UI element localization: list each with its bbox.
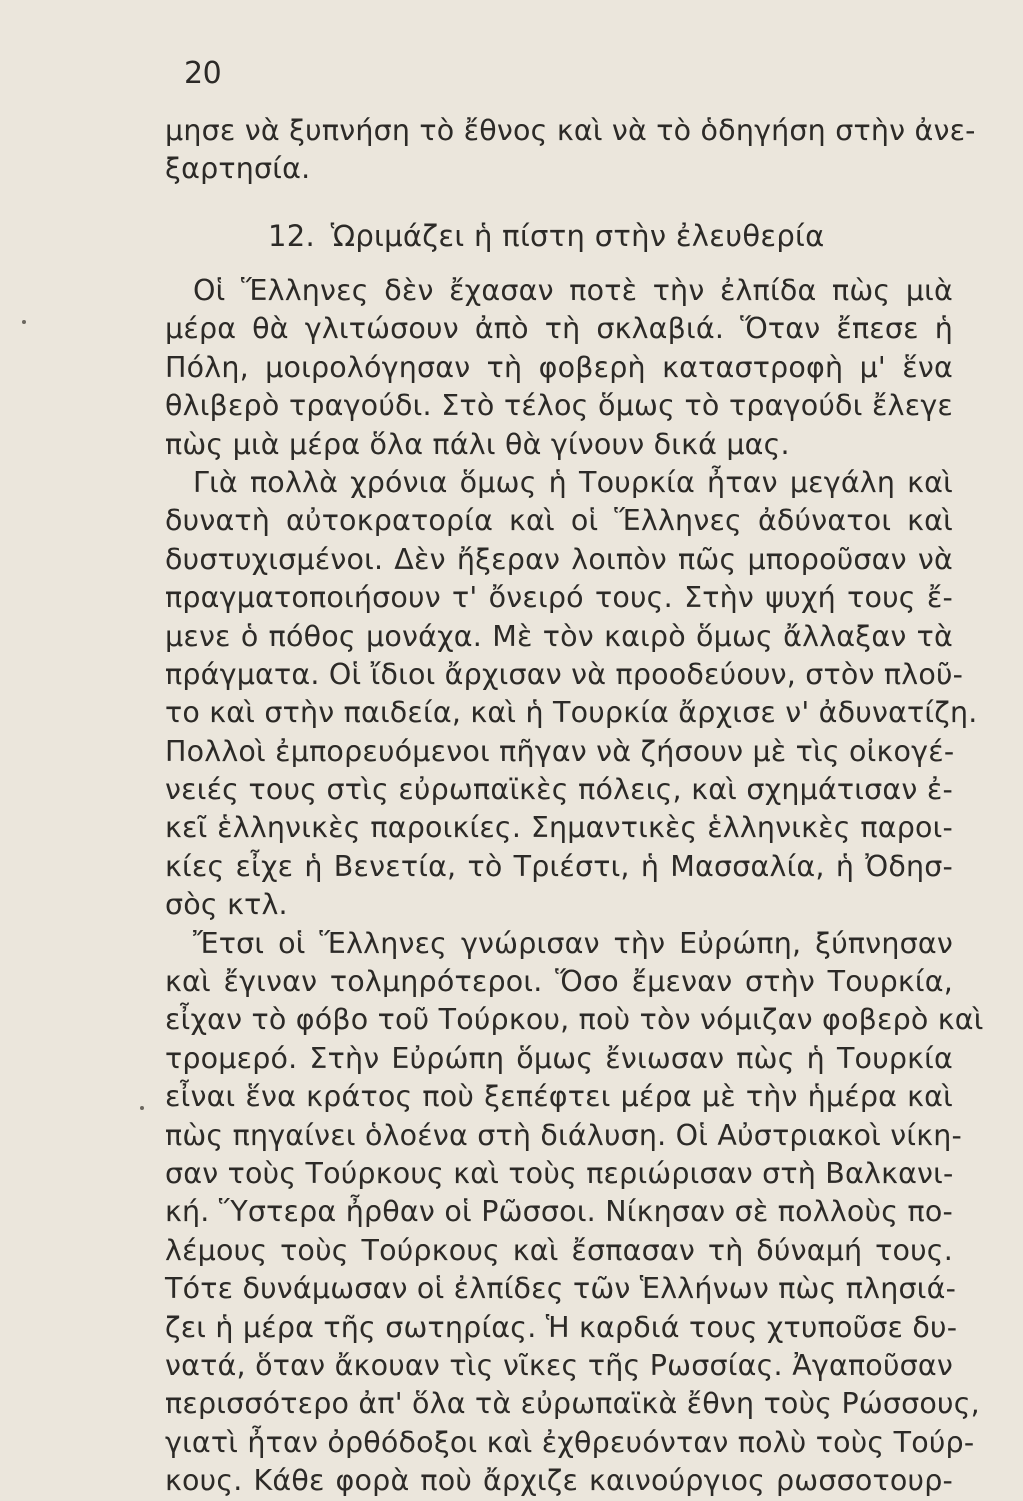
page-number: 20: [184, 56, 222, 91]
section-title: Ὡριμάζει ἡ πίστη στὴν ἐλευθερία: [330, 219, 825, 253]
section-heading: [268, 216, 825, 256]
text-line: Πολλοὶ ἐμπορευόμενοι πῆγαν νὰ ζήσουν μὲ τὶς οἰκογέ-: [165, 734, 955, 768]
intro-text: [165, 112, 976, 189]
text-line: νατά, ὅταν ἄκουαν τὶς νῖκες τῆς Ρωσσίας. Ἀγαποῦσαν: [165, 1348, 953, 1382]
text-line: δυστυχισμένοι. Δὲν ἤξεραν λοιπὸν πῶς μποροῦσαν νὰ: [165, 542, 953, 576]
text-line: γιατὶ ἦταν ὀρθόδοξοι καὶ ἐχθρευόνταν πολὺ τοὺς Τούρ-: [165, 1425, 975, 1459]
text-line: Πόλη, μοιρολόγησαν τὴ φοβερὴ καταστροφὴ μ' ἕνα: [165, 350, 953, 384]
text-line: εἶναι ἕνα κράτος ποὺ ξεπέφτει μέρα μὲ τὴν ἡμέρα καὶ: [165, 1080, 953, 1114]
text-line: μενε ὁ πόθος μονάχα. Μὲ τὸν καιρὸ ὅμως ἄλλαξαν τὰ: [165, 619, 953, 653]
text-line: λέμους τοὺς Τούρκους καὶ ἔσπασαν τὴ δύναμή τους.: [165, 1233, 953, 1267]
text-line: θλιβερὸ τραγούδι. Στὸ τέλος ὅμως τὸ τραγούδι ἔλεγε: [165, 389, 953, 423]
text-line: πὼς μιὰ μέρα ὅλα πάλι θὰ γίνουν δικά μας.: [165, 427, 790, 461]
text-line: δυνατὴ αὐτοκρατορία καὶ οἱ Ἕλληνες ἀδύνατοι καὶ: [165, 504, 953, 538]
text-line: πραγματοποιήσουν τ' ὄνειρό τους. Στὴν ψυχή τους ἔ-: [165, 581, 953, 615]
text-line: Ἔτσι οἱ Ἕλληνες γνώρισαν τὴν Εὐρώπη, ξύπνησαν: [193, 926, 953, 960]
text-line: σαν τοὺς Τούρκους καὶ τοὺς περιώρισαν στὴ Βαλκανι-: [165, 1156, 954, 1190]
text-line: καὶ ἔγιναν τολμηρότεροι. Ὅσο ἔμεναν στὴν Τουρκία,: [165, 965, 953, 999]
text-line: το καὶ στὴν παιδεία, καὶ ἡ Τουρκία ἄρχισε ν' ἀδυνατίζη.: [165, 696, 978, 730]
text-line: πὼς πηγαίνει ὁλοένα στὴ διάλυση. Οἱ Αὐστριακοὶ νίκη-: [165, 1118, 962, 1152]
text-line: Τότε δυνάμωσαν οἱ ἐλπίδες τῶν Ἑλλήνων πὼς πλησιά-: [165, 1272, 957, 1306]
text-line: νειές τους στὶς εὐρωπαϊκὲς πόλεις, καὶ σχημάτισαν ἐ-: [165, 773, 953, 807]
text-line: μησε νὰ ξυπνήση τὸ ἔθνος καὶ νὰ τὸ ὁδηγήση στὴν ἀνε-: [165, 114, 976, 147]
text-line: περισσότερο ἀπ' ὅλα τὰ εὐρωπαϊκὰ ἔθνη τοὺς Ρώσσους,: [165, 1387, 980, 1421]
text-line: σὸς κτλ.: [165, 888, 288, 922]
text-line: ξαρτησία.: [165, 152, 311, 186]
body-text: [165, 272, 984, 1501]
text-line: εἶχαν τὸ φόβο τοῦ Τούρκου, ποὺ τὸν νόμιζαν φοβερὸ καὶ: [165, 1003, 984, 1037]
text-line: Γιὰ πολλὰ χρόνια ὅμως ἡ Τουρκία ἦταν μεγάλη καὶ: [193, 465, 953, 499]
text-line: μέρα θὰ γλιτώσουν ἀπὸ τὴ σκλαβιά. Ὅταν ἔπεσε ἡ: [165, 312, 953, 346]
text-line: κεῖ ἑλληνικὲς παροικίες. Σημαντικὲς ἑλληνικὲς παροι-: [165, 811, 953, 845]
text-line: ζει ἡ μέρα τῆς σωτηρίας. Ἡ καρδιά τους χτυποῦσε δυ-: [165, 1310, 958, 1344]
paper-speck: [140, 1106, 144, 1110]
text-line: τρομερό. Στὴν Εὐρώπη ὅμως ἔνιωσαν πὼς ἡ Τουρκία: [165, 1041, 953, 1075]
section-number: 12.: [268, 219, 316, 253]
paper-speck: [22, 320, 26, 324]
text-line: πράγματα. Οἱ ἴδιοι ἄρχισαν νὰ προοδεύουν, στὸν πλοῦ-: [165, 657, 964, 691]
text-line: κους. Κάθε φορὰ ποὺ ἄρχιζε καινούργιος ρωσσοτουρ-: [165, 1464, 953, 1498]
text-line: Οἱ Ἕλληνες δὲν ἔχασαν ποτὲ τὴν ἐλπίδα πὼς μιὰ: [193, 274, 953, 307]
text-line: κίες εἶχε ἡ Βενετία, τὸ Τριέστι, ἡ Μασσαλία, ἡ Ὀδησ-: [165, 849, 953, 883]
text-line: κή. Ὕστερα ἦρθαν οἱ Ρῶσσοι. Νίκησαν σὲ πολλοὺς πο-: [165, 1195, 953, 1229]
